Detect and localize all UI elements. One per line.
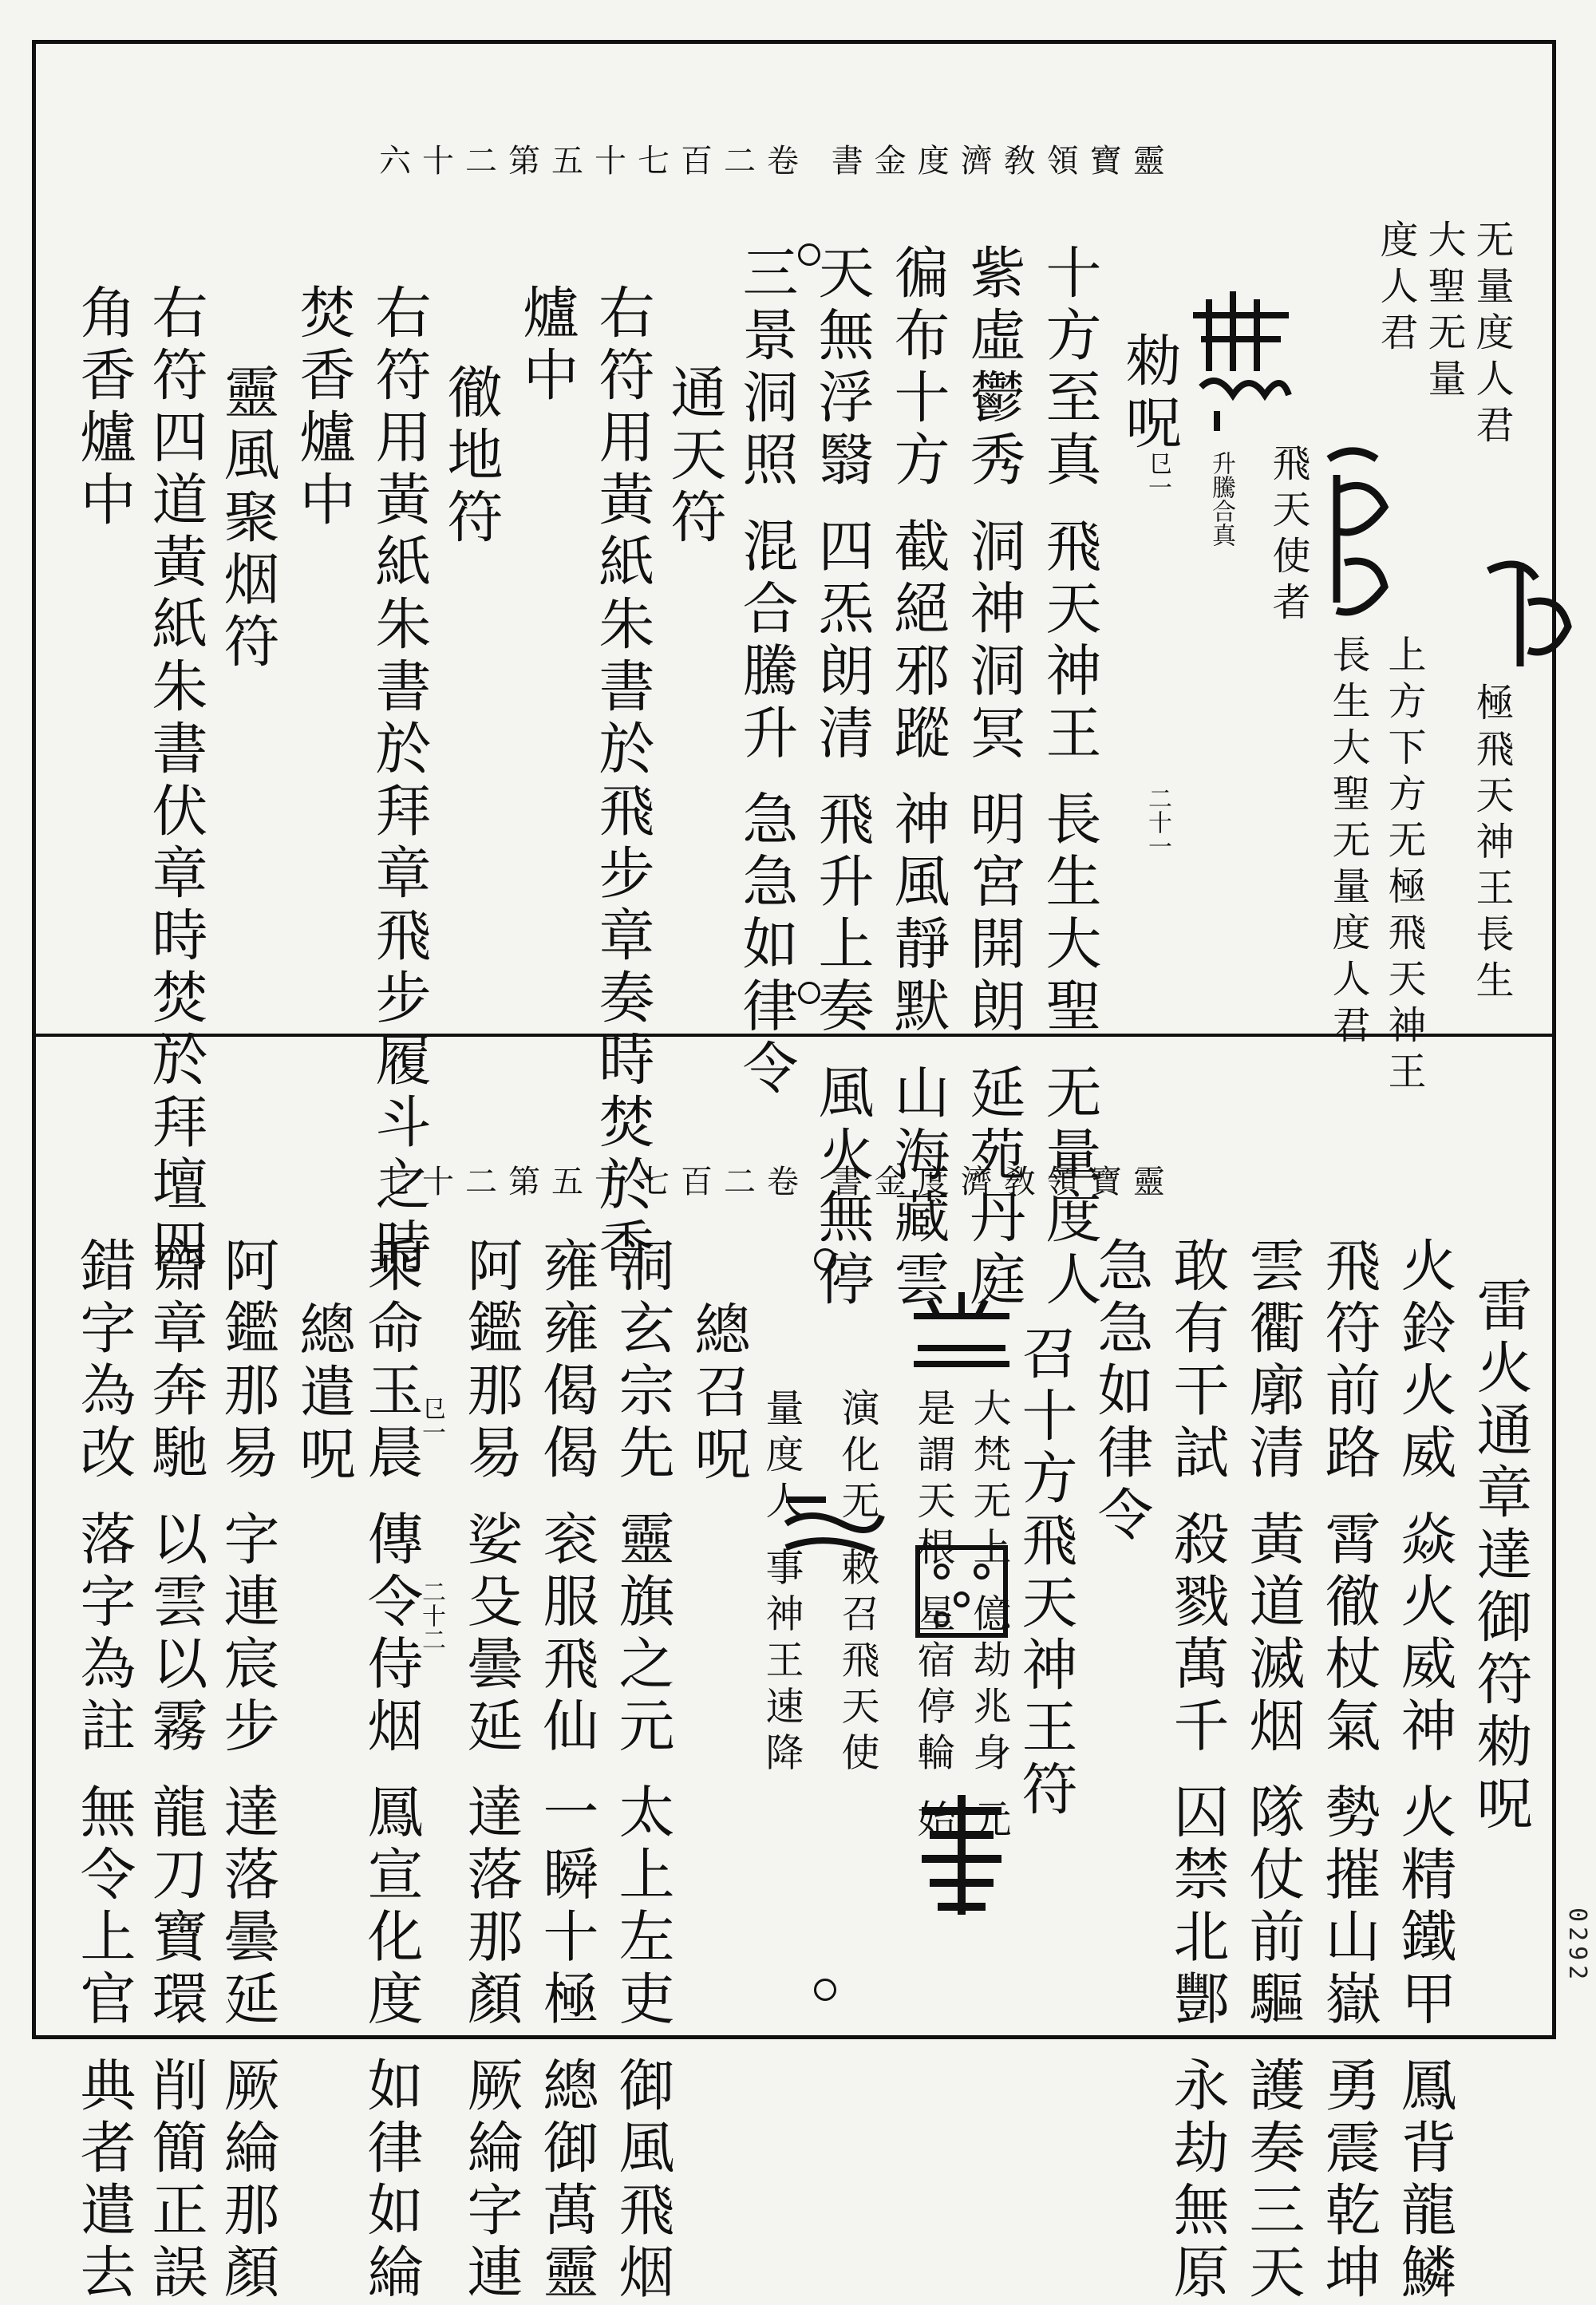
bottom-col-16: 乘命玉晨 傳令侍烟 鳳宣化度 如律如綸 xyxy=(358,1236,424,2305)
top-col-16: 右符用黃紙朱書於飛步章奏時焚於香 xyxy=(590,283,655,1279)
bottom-col-8: 大梵无上 億劫兆身 元 xyxy=(966,1388,1011,1845)
bottom-col-10: 演化无 敕召飛天使 xyxy=(835,1388,879,1779)
side-page-number: 0292 xyxy=(1563,1908,1591,1985)
bottom-col-3: 飛符前路 霄徹杖氣 勢摧山嶽 勇震乾坤 xyxy=(1316,1236,1381,2305)
top-col-13: 天無浮翳 四炁朗清 飛升上奏 風火無停 xyxy=(809,243,875,1312)
top-col-15: 通天符 xyxy=(662,363,727,550)
talisman-top-icon xyxy=(906,1292,1017,1372)
bottom-col-12: 總召呪 xyxy=(685,1300,751,1487)
bottom-col-4: 雲衢廓清 黃道滅烟 隊仗前驅 護奏三天 xyxy=(1240,1236,1306,2305)
top-col-19: 右符用黃紙朱書於拜章飛步履斗之時 xyxy=(366,283,432,1279)
bottom-col-5: 敢有干試 殺戮萬千 囚禁北酆 永劫無原 xyxy=(1164,1236,1230,2305)
bottom-col-17: 總遣呪 xyxy=(290,1300,356,1487)
talisman-glyph-icon xyxy=(1472,547,1576,674)
top-col-12: 徧布十方 截絕邪蹤 神風靜默 山海藏雲 xyxy=(885,243,950,1312)
bottom-col-1: 雷火通章達御符勑呪 xyxy=(1468,1276,1533,1836)
top-col-14: 三景洞照 混合騰升 急急如律令 xyxy=(733,243,799,1101)
top-col-9: 勑呪 xyxy=(1116,331,1182,456)
top-col-23: 角香爐中 xyxy=(71,283,136,532)
top-col-7: 飛天使者 xyxy=(1266,443,1310,628)
bottom-page-header: 七十二第五十七百二卷 書金度濟敎領寶靈 xyxy=(379,1164,1176,1200)
top-col-1: 无量度人君 xyxy=(1469,219,1514,451)
bottom-col-11: 量度人 事神王速降 xyxy=(759,1388,804,1779)
top-col-21: 靈風聚烟符 xyxy=(215,363,280,674)
bottom-col-18: 阿鑑那易 字連宸步 達落曇延 厥綸那顏 xyxy=(215,1236,280,2305)
bottom-page xyxy=(36,1034,1552,2305)
top-col-6: 極飛天神王長生 xyxy=(1469,682,1514,1006)
top-col-2: 大聖无量 xyxy=(1421,219,1466,405)
bottom-small-marker: 㔾一 xyxy=(417,1396,445,1444)
circle-mark xyxy=(814,1979,836,2001)
bottom-col-14: 雍雍偈偈 衮服飛仙 一瞬十極 總御萬靈 xyxy=(534,1236,599,2305)
bottom-col-15: 阿鑑那易 娑殳曇延 達落那顏 厥綸字連 xyxy=(458,1236,523,2305)
talisman-bottom-icon xyxy=(914,1795,1009,1923)
circle-mark xyxy=(814,1248,836,1271)
top-page-header: 六十二第五十七百二卷 書金度濟敎領寶靈 xyxy=(379,143,1176,180)
talisman-star-grid-icon xyxy=(910,1540,1013,1643)
circle-mark xyxy=(798,982,820,1004)
bottom-col-2: 火鈴火威 焱火威神 火精鐵甲 鳳背龍鱗 xyxy=(1392,1236,1457,2305)
bottom-col-20: 錯字為改 落字為註 無令上官 典者遣去 xyxy=(71,1236,136,2305)
circle-mark xyxy=(798,243,820,266)
top-col-10: 十方至真 飛天神王 長生大聖 无量度人 xyxy=(1037,243,1102,1312)
bottom-col-9: 是謂天根 星宿停輪 始 xyxy=(911,1388,955,1845)
top-col-11: 紫虛鬱秀 洞神洞冥 明宮開朗 延苑丹庭 xyxy=(961,243,1026,1312)
top-col-4: 上方下方无極飛天神王 xyxy=(1381,635,1426,1097)
top-col-8: 升騰合真 xyxy=(1207,451,1235,547)
bottom-page-marker: 二十二 xyxy=(417,1579,445,1651)
talisman-cloud-icon xyxy=(1185,283,1297,435)
top-small-marker: 㔾一 xyxy=(1144,451,1171,499)
top-col-17: 爐中 xyxy=(514,283,579,408)
bottom-col-7: 召十方飛天神王符 xyxy=(1013,1324,1078,1822)
talisman-seal-icon xyxy=(1313,443,1400,635)
top-col-22: 右符四道黃紙朱書伏章時焚於拜壇四 xyxy=(143,283,208,1279)
top-col-3: 度人君 xyxy=(1373,219,1418,358)
bottom-col-19: 齋章奔馳 以雲以霧 龍刀寶環 削簡正誤 xyxy=(143,1236,208,2305)
top-col-20: 焚香爐中 xyxy=(290,283,356,532)
top-page-marker: 二十一 xyxy=(1144,786,1171,858)
bottom-col-6: 急急如律令 xyxy=(1088,1236,1154,1548)
bottom-col-13: 洞玄宗先 靈旗之元 太上左吏 御風飛烟 xyxy=(610,1236,675,2305)
top-col-5: 長生大聖无量度人君 xyxy=(1325,635,1370,1051)
page-frame xyxy=(32,40,1556,2305)
top-col-18: 徹地符 xyxy=(438,363,504,550)
